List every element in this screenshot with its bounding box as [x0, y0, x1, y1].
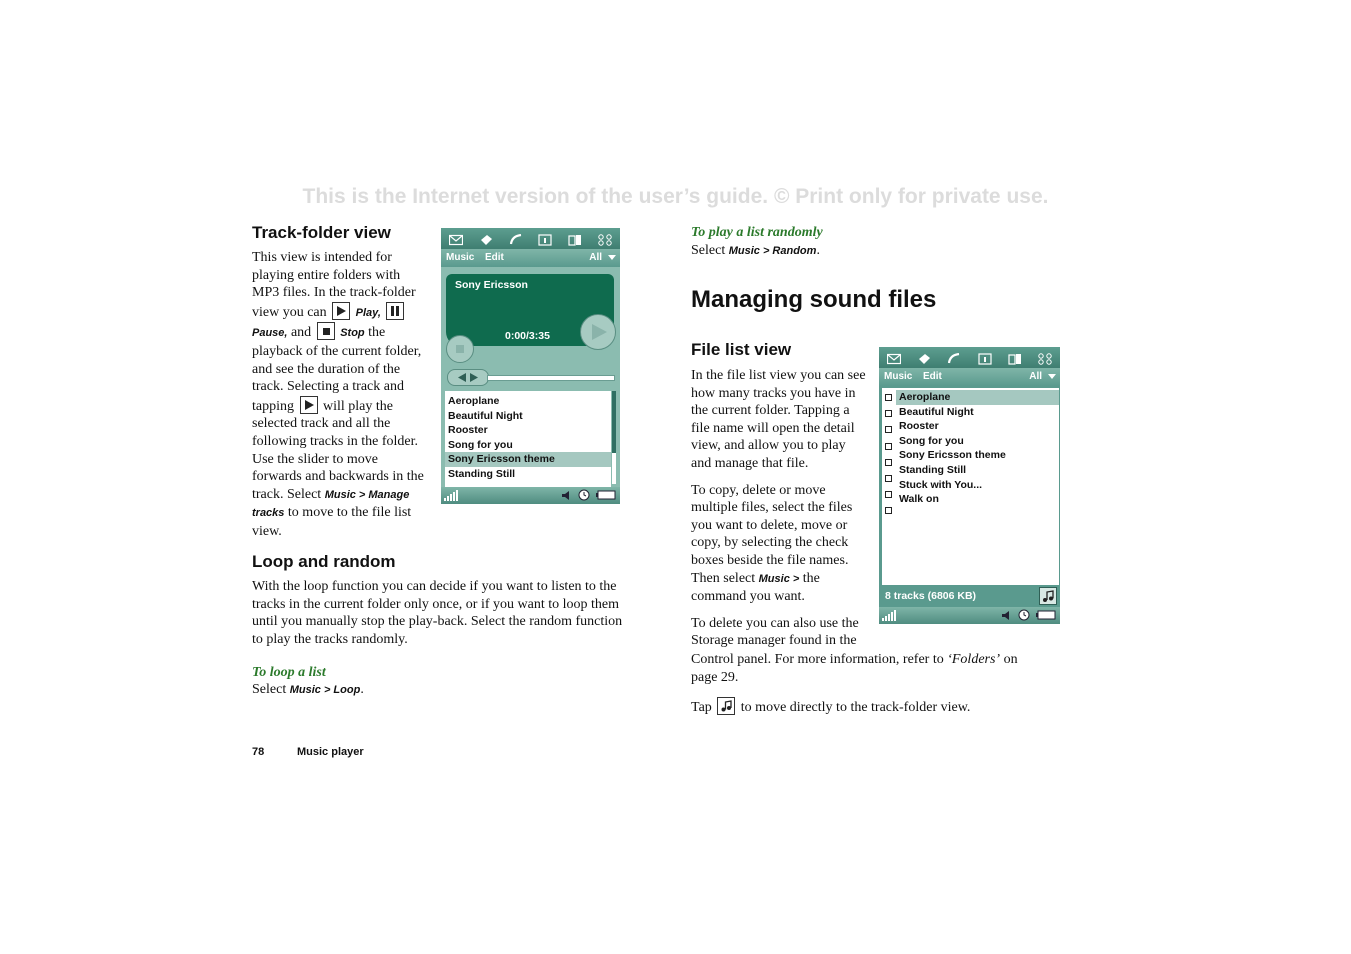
time-display: 0:00/3:35 [505, 330, 550, 342]
track-item[interactable]: Aeroplane [448, 395, 500, 407]
file-item[interactable]: Song for you [899, 434, 964, 447]
play-icon-inline [300, 396, 318, 414]
checkbox[interactable] [885, 426, 892, 433]
file-item-selected[interactable]: Aeroplane [896, 390, 1059, 405]
folder-selector[interactable]: All [1029, 371, 1042, 382]
proc-random-title: To play a list randomly [691, 225, 823, 240]
player-screenshot [441, 228, 620, 504]
scrollbar-thumb[interactable] [612, 391, 616, 453]
checkbox[interactable] [885, 443, 892, 450]
calendar-icon [538, 233, 552, 245]
clock-icon[interactable] [1018, 609, 1030, 621]
seek-arrows-icon [448, 370, 488, 385]
play-button[interactable] [580, 314, 616, 350]
track-folder-view-button[interactable] [1039, 587, 1057, 605]
track-para-1: This view is intended for playing entire folders with MP3 files. In the track-folder view you can [252, 250, 416, 320]
checkbox[interactable] [885, 507, 892, 514]
top-toolbar [879, 347, 1060, 368]
file-para-2b: the command you want. [691, 570, 820, 605]
battery-icon [1036, 610, 1056, 620]
watermark: This is the Internet version of the user’s guide. © Print only for private use. [302, 185, 1049, 208]
page-title: Managing sound files [691, 286, 937, 313]
track-para-4: to move to the file list view. [252, 505, 412, 539]
calendar-icon [978, 352, 992, 364]
file-para-3c: on page 29. [691, 652, 1018, 685]
envelope-icon [887, 352, 901, 364]
list-scrollbar[interactable] [612, 391, 616, 484]
position-slider[interactable] [487, 375, 615, 381]
folders-reference: ‘Folders’ [947, 652, 1001, 667]
speaker-icon[interactable] [1001, 610, 1011, 621]
stop-button[interactable] [446, 335, 474, 363]
menu-edit[interactable]: Edit [923, 371, 942, 382]
track-item[interactable]: Beautiful Night [448, 409, 523, 422]
track-item-selected[interactable]: Sony Ericsson theme [445, 452, 611, 467]
file-list-text-wide [691, 651, 1041, 717]
period: . [816, 243, 820, 258]
chapter-name: Music player [297, 746, 364, 758]
file-item[interactable]: Beautiful Night [899, 405, 974, 418]
track-item[interactable]: Standing Still [448, 467, 516, 480]
track-item[interactable]: Song for you [448, 438, 513, 451]
contacts-icon [568, 233, 582, 245]
menu-music[interactable]: Music [884, 371, 913, 382]
seek-button[interactable] [447, 369, 489, 386]
battery-icon [596, 490, 616, 500]
pause-icon [386, 302, 404, 320]
file-para-3 [691, 651, 1041, 686]
file-item[interactable]: Stuck with You... [899, 478, 983, 491]
play-icon [332, 302, 350, 320]
play-label: Play, [355, 306, 381, 319]
apps-grid-icon [1038, 352, 1052, 364]
contacts-icon [1008, 352, 1022, 364]
file-item[interactable]: Walk on [899, 493, 939, 506]
tap-paragraph [691, 697, 1041, 717]
stop-icon [447, 336, 473, 362]
select-word: Select [252, 682, 287, 697]
top-toolbar [441, 228, 620, 249]
track-para-2: the playback of the current folder, and see the duration of the track. Selecting a track and tapping [252, 325, 422, 414]
signal-strength-icon [882, 610, 898, 621]
summary-bar [879, 585, 1060, 607]
file-para-2 [691, 482, 866, 606]
file-para-2a: To copy, delete or move multiple files, select the files you want to delete, move or copy, by selecting the check boxes beside the file names. Then select [691, 482, 853, 586]
heading-track-folder-view: Track-folder view [252, 223, 391, 242]
menu-path-music: Music > [758, 572, 800, 585]
menu-music[interactable]: Music [446, 252, 475, 263]
loop-paragraph: With the loop function you can decide if you want to listen to the tracks in the current folder only once, or if you want to loop them until you manually stop the play-back. Select the random function to play the tracks randomly. [252, 579, 623, 647]
track-item[interactable]: Rooster [448, 424, 488, 437]
procedure-loop-heading [252, 663, 326, 681]
tap-word: Tap [691, 700, 712, 716]
player-track-list [445, 391, 611, 487]
menu-bar [441, 249, 620, 267]
chevron-down-icon[interactable] [1048, 374, 1056, 379]
music-note-icon [717, 697, 735, 715]
track-para-3: will play the selected track and all the following tracks in the folder. Use the slider to move forwards and backwards in the track. Select [252, 398, 424, 502]
file-list-text [691, 367, 866, 650]
heading-loop-and-random: Loop and random [252, 552, 396, 571]
track-count: 8 tracks (6806 KB) [885, 590, 977, 602]
file-para-3b: Control panel. For more information, refer to [691, 652, 944, 667]
notebook-icon [917, 352, 931, 364]
procedure-random-step [691, 242, 820, 261]
apps-grid-icon [598, 233, 612, 245]
pause-label: Pause, [252, 327, 288, 340]
speaker-icon[interactable] [561, 490, 571, 501]
status-bar [879, 607, 1060, 624]
and-word: and [290, 325, 312, 341]
procedure-random-heading [691, 223, 823, 241]
menu-path-manage-tracks: Music > Manage tracks [252, 488, 410, 520]
file-item[interactable]: Sony Ericsson theme [899, 449, 1006, 462]
checkbox[interactable] [885, 459, 892, 466]
file-list-screenshot [879, 347, 1060, 624]
menu-path-random: Music > Random [728, 245, 817, 257]
file-para-1: In the file list view you can see how many tracks you have in the current folder. Tapping a file name will open the detail view, and allow you to play and manage that file. [691, 368, 866, 471]
file-item[interactable]: Standing Still [899, 463, 967, 476]
phone-icon [509, 233, 523, 245]
track-folder-text [252, 249, 427, 541]
file-para-3a: To delete you can also use the Storage manager found in the [691, 615, 859, 649]
now-playing-title: Sony Ericsson [455, 279, 528, 291]
status-bar [441, 487, 620, 504]
tap-rest: to move directly to the track-folder view. [740, 700, 971, 716]
procedure-loop-step [252, 681, 364, 700]
menu-path-loop: Music > Loop [289, 684, 361, 696]
signal-strength-icon [444, 490, 460, 501]
file-item[interactable]: Rooster [899, 420, 939, 433]
checkbox[interactable] [885, 475, 892, 482]
music-note-icon [1040, 588, 1056, 604]
select-word: Select [691, 243, 726, 258]
envelope-icon [449, 233, 463, 245]
phone-icon [947, 352, 961, 364]
page-number: 78 [252, 746, 265, 758]
stop-icon [317, 322, 335, 340]
menu-edit[interactable]: Edit [485, 252, 504, 263]
clock-icon[interactable] [578, 489, 590, 501]
checkbox[interactable] [885, 394, 892, 401]
notebook-icon [479, 233, 493, 245]
loop-text [252, 578, 624, 648]
proc-loop-title: To loop a list [252, 665, 326, 680]
heading-file-list-view: File list view [691, 340, 792, 359]
folder-selector[interactable]: All [589, 252, 602, 263]
menu-bar [879, 368, 1060, 386]
stop-label: Stop [340, 327, 365, 340]
play-icon [581, 315, 615, 349]
checkbox[interactable] [885, 410, 892, 417]
file-list [881, 387, 1060, 587]
period: . [360, 682, 364, 697]
chevron-down-icon[interactable] [608, 255, 616, 260]
checkbox[interactable] [885, 491, 892, 498]
